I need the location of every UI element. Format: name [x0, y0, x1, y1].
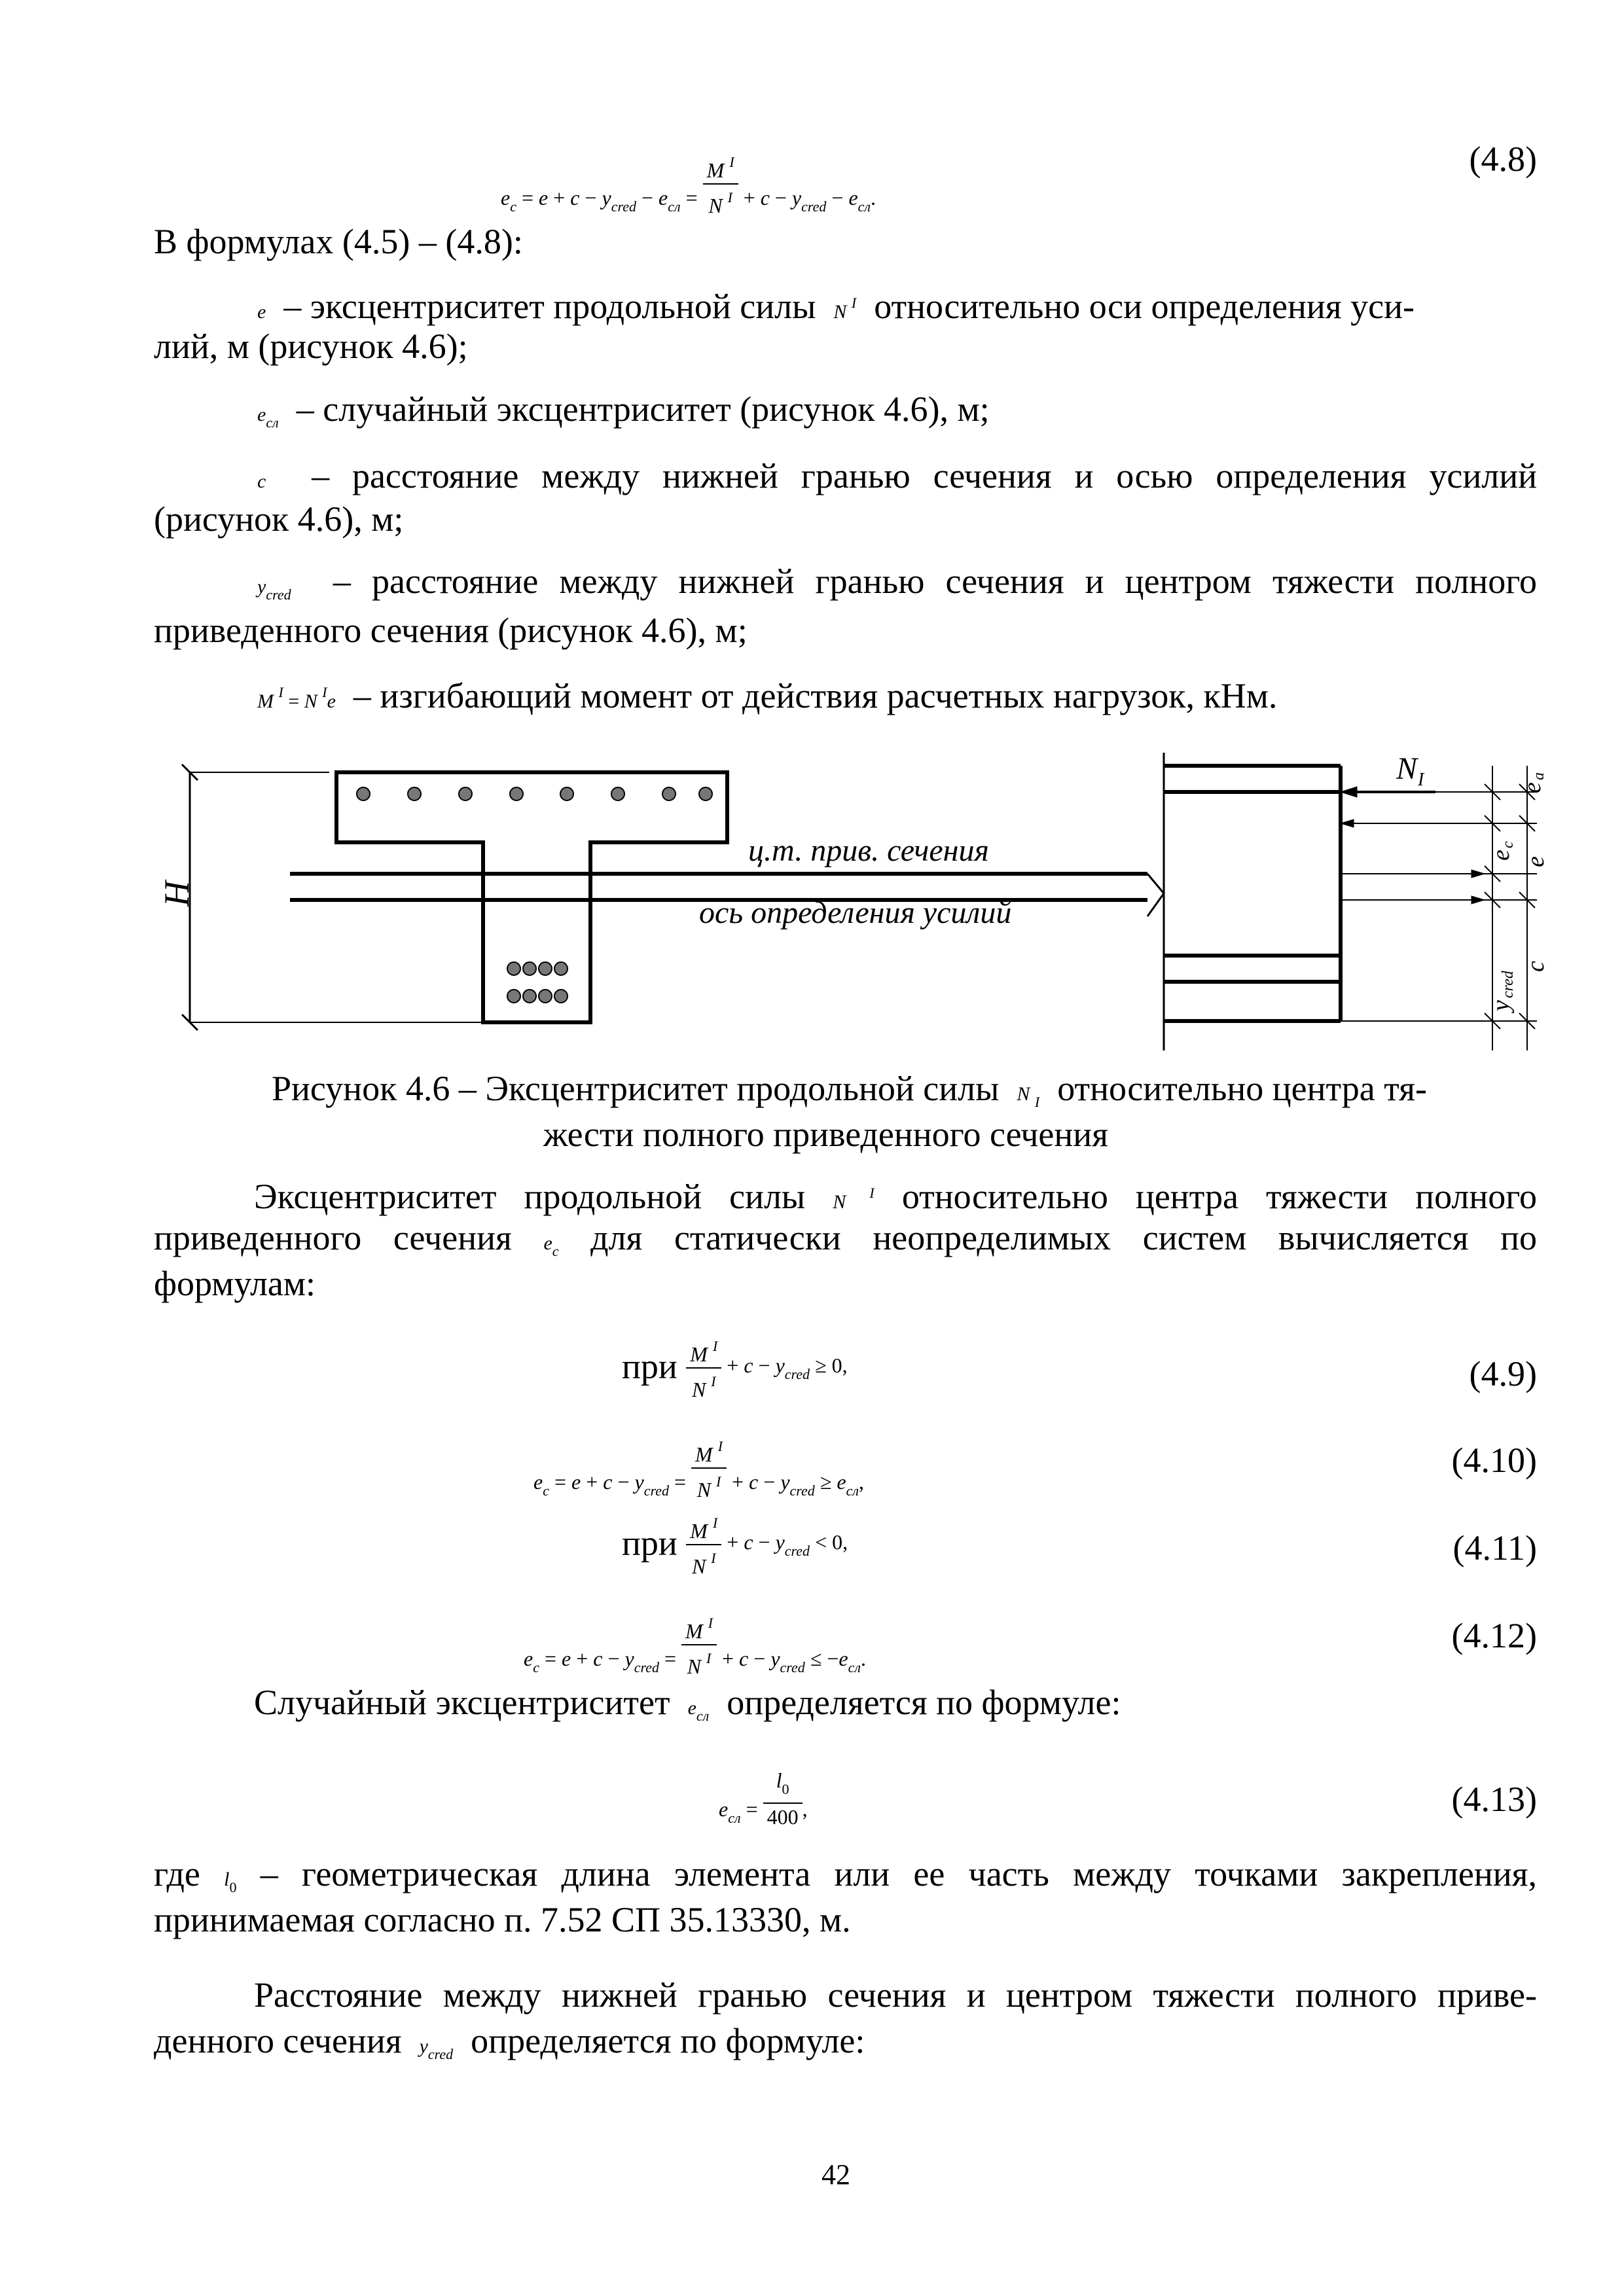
equation-number: (4.10) [1451, 1441, 1537, 1480]
para1-line2: приведенного сечения $e_c$ для статически неопределимых систем вычисляется по [154, 1218, 1537, 1259]
label-ec-sub: c [1500, 841, 1517, 848]
figure-caption-line1: Рисунок 4.6 – Эксцентриситет продольной силы N $_I$ относительно центра тя- [272, 1069, 1427, 1110]
equation-number: (4.9) [1469, 1354, 1537, 1393]
def-c: c – расстояние между нижней гранью сечения и осью определения усилий [257, 456, 1538, 495]
equation-number: (4.11) [1453, 1528, 1537, 1568]
formula-4-11: при $\frac{M ^I}{N ^I}$ + $c - y_{cred} < 0$, [622, 1515, 848, 1585]
para3-line1: где $l_0$ – геометрическая длина элемента или ее часть между точками закрепления, [154, 1854, 1537, 1895]
formula-4-9: при $\frac{M ^I}{N ^I}$ + $c - y_{cred} \ge 0$, [622, 1338, 848, 1408]
para4-line1: Расстояние между нижней гранью сечения и центром тяжести полного приве- [254, 1975, 1537, 2015]
figure-caption-line2: жести полного приведенного сечения [543, 1115, 1108, 1154]
label-ea: e [1519, 782, 1546, 793]
def-e: e – эксцентриситет продольной силы N $^I$ относительно оси определения уси- [257, 287, 1415, 326]
label-H: H [157, 881, 196, 906]
label-N-sub: I [1418, 770, 1424, 790]
para1-line3: формулам: [154, 1264, 316, 1303]
label-ycred-sub: cred [1500, 971, 1517, 998]
figure-eccentricity-diagram [157, 751, 1550, 1060]
label-axis: ось определения усилий [699, 895, 1012, 930]
label-ct: ц.т. прив. сечения [748, 833, 989, 868]
page-number: 42 [821, 2159, 850, 2191]
label-c: c [1522, 961, 1549, 972]
label-ycred: y [1487, 1000, 1515, 1011]
def-ycred-cont: приведенного сечения (рисунок 4.6), м; [154, 611, 748, 650]
para1-line1: Эксцентриситет продольной силы N $^I$ относительно центра тяжести полного [254, 1177, 1538, 1216]
def-e-cont: лий, м (рисунок 4.6); [154, 327, 468, 366]
equation-number: (4.12) [1451, 1616, 1537, 1655]
para3-line2: принимаемая согласно п. 7.52 СП 35.13330, м. [154, 1900, 851, 1939]
formula-4-8: $e_c = e + c - y_{cred} - e_{сл}$ = $\frac{M ^I}{N ^I}$ + $c - y_{cred} - e_{сл}$. [501, 149, 876, 220]
label-e: e [1522, 856, 1549, 867]
def-ecl: $e_{сл}$ – случайный эксцентриситет (рисунок 4.6), м; [257, 389, 990, 431]
formula-4-10: $e_c = e + c - y_{cred}$ = $\frac{M ^I}{N ^I}$ + $c - y_{cred} \ge e_{сл}$, [533, 1433, 864, 1504]
def-ycred: $y_{cred}$ – расстояние между нижней гранью сечения и центром тяжести полного [257, 562, 1538, 603]
para2: Случайный эксцентриситет $e_{сл}$ определяется по формуле: [254, 1683, 1121, 1724]
def-c-cont: (рисунок 4.6), м; [154, 499, 404, 539]
label-ec: e [1487, 850, 1515, 861]
label-N: N [1396, 751, 1418, 786]
def-m: M $^I$ = N $^I$e – изгибающий момент от действия расчетных нагрузок, кНм. [257, 676, 1278, 715]
para4-line2: денного сечения $y_{cred}$ определяется по формуле: [154, 2021, 865, 2062]
label-ea-sub: a [1530, 772, 1547, 780]
intro-heading: В формулах (4.5) – (4.8): [154, 222, 523, 261]
equation-number: (4.8) [1469, 139, 1537, 179]
equation-number: (4.13) [1451, 1780, 1537, 1819]
formula-4-12: $e_c = e + c - y_{cred}$ = $\frac{M ^I}{N ^I}$ + $c - y_{cred} \le -e_{сл}$. [524, 1610, 866, 1681]
formula-4-13: $e_{сл}$ = $\frac{l_0}{400}$ , [719, 1768, 808, 1829]
